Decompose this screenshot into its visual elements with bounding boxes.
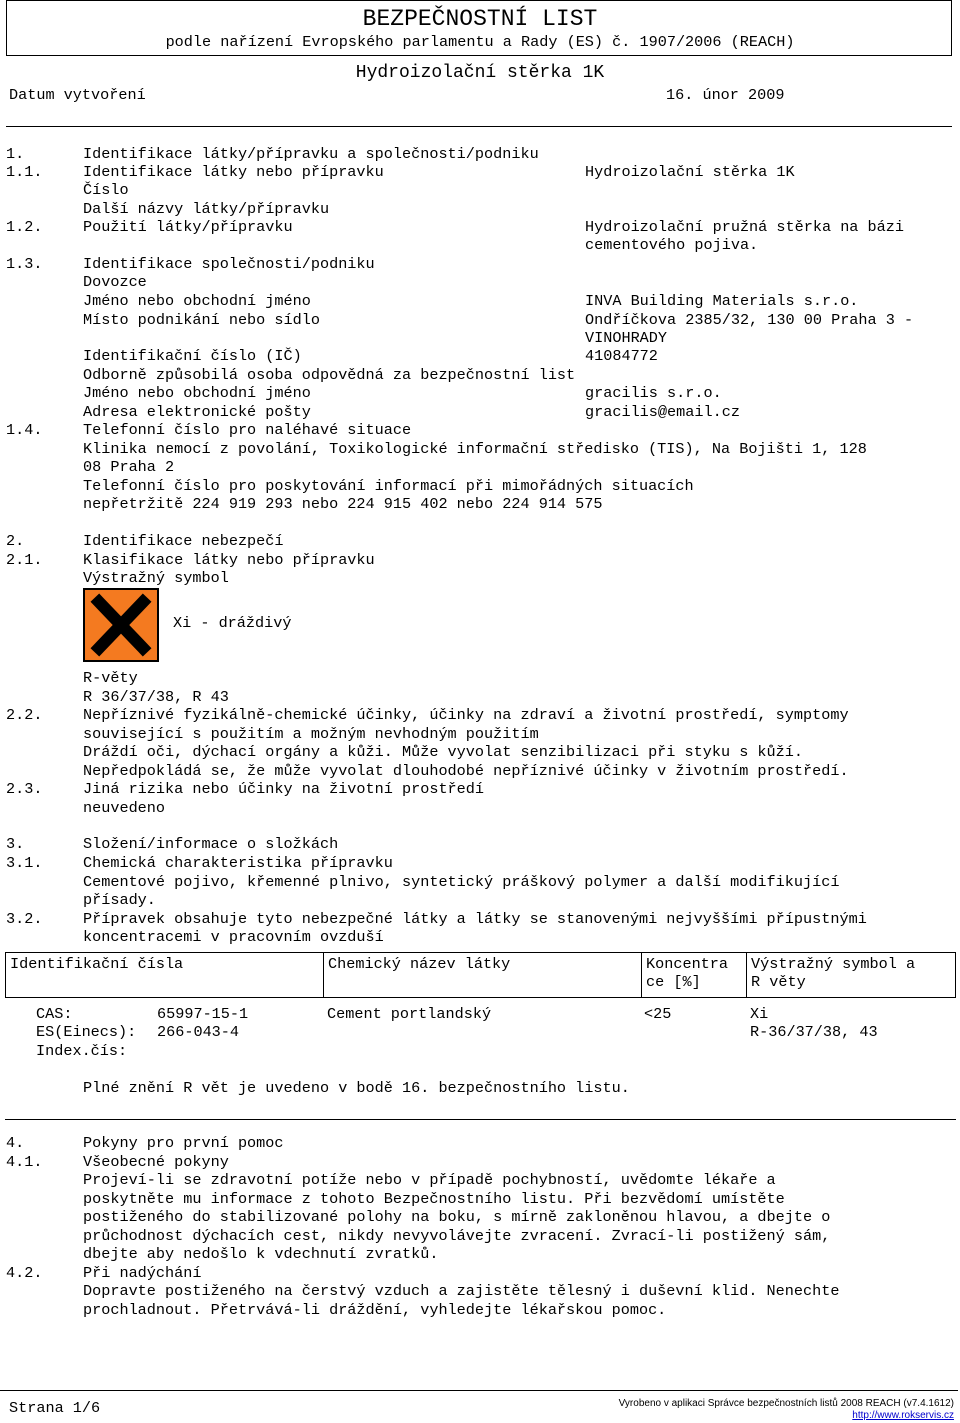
- cas-value: 65997-15-1: [157, 1005, 249, 1023]
- r-phrases-note: Plné znění R vět je uvedeno v bodě 16. bezpečnostního listu.: [83, 1079, 630, 1097]
- r-phrases-value: R 36/37/38, R 43: [83, 688, 229, 706]
- hazardous-substances-table-header: [5, 952, 956, 998]
- substance-concentration: <25: [644, 1005, 672, 1023]
- ic-label: Identifikační číslo (IČ): [83, 347, 302, 365]
- substance-r-phrases: R-36/37/38, 43: [750, 1023, 878, 1041]
- s3-title: Složení/informace o složkách: [83, 835, 339, 853]
- col-conc-header: Koncentra ce [%]: [642, 953, 747, 998]
- responsible-person-title: Odborně způsobilá osoba odpovědná za bezpečnostní list: [83, 366, 576, 384]
- s41-title: Všeobecné pokyny: [83, 1153, 229, 1171]
- s32-num: 3.2.: [6, 910, 43, 928]
- clinic-line1: Klinika nemocí z povolání, Toxikologické informační středisko (TIS), Na Bojišti 1, 128: [83, 440, 867, 458]
- emergency-phone-value: nepřetržitě 224 919 293 nebo 224 915 402 nebo 224 914 575: [83, 495, 603, 513]
- col-ids-header: Identifikační čísla: [6, 953, 324, 998]
- s22-text-line1: Dráždí oči, dýchací orgány a kůži. Může vyvolat senzibilizaci při styku s kůží.: [83, 743, 804, 761]
- cas-label: CAS:: [36, 1005, 73, 1023]
- s4-title: Pokyny pro první pomoc: [83, 1134, 284, 1152]
- s32-title-line2: koncentracemi v pracovním ovzduší: [83, 928, 384, 946]
- s31-text-line2: přísady.: [83, 891, 156, 909]
- company-name-value: INVA Building Materials s.r.o.: [585, 292, 859, 310]
- address-label: Místo podnikání nebo sídlo: [83, 311, 320, 329]
- index-label: Index.čís:: [36, 1042, 128, 1060]
- s12-num: 1.2.: [6, 218, 43, 236]
- s2-num: 2.: [6, 532, 25, 550]
- s41-line4: průchodnost dýchacích cest, nikdy nevyvolávejte zvracení. Zvrací-li postižený sám,: [83, 1227, 831, 1245]
- product-name: Hydroizolační stěrka 1K: [355, 63, 605, 83]
- responsible-name-label: Jméno nebo obchodní jméno: [83, 384, 311, 402]
- dovozce-label: Dovozce: [83, 273, 147, 291]
- s41-line5: dbejte aby nedošlo k vdechnutí zvratků.: [83, 1245, 439, 1263]
- s1-title: Identifikace látky/přípravku a společnosti/podniku: [83, 145, 539, 163]
- s31-title: Chemická charakteristika přípravku: [83, 854, 393, 872]
- s22-text-line2: Nepředpokládá se, že může vyvolat dlouhodobé nepříznivé účinky v životním prostředí.: [83, 762, 849, 780]
- responsible-name-value: gracilis s.r.o.: [585, 384, 722, 402]
- cislo-label: Číslo: [83, 181, 129, 199]
- s11-num: 1.1.: [6, 163, 43, 181]
- s2-title: Identifikace nebezpečí: [83, 532, 284, 550]
- es-value: 266-043-4: [157, 1023, 240, 1041]
- header-divider: [6, 126, 952, 127]
- es-label: ES(Einecs):: [36, 1023, 137, 1041]
- substance-name: Cement portlandský: [327, 1005, 492, 1023]
- s11-value: Hydroizolační stěrka 1K: [585, 163, 795, 181]
- col-symbol-header: Výstražný symbol a R věty: [747, 953, 956, 998]
- s12-value-line1: Hydroizolační pružná stěrka na bázi: [585, 218, 904, 236]
- company-name-label: Jméno nebo obchodní jméno: [83, 292, 311, 310]
- s22-title-line2: související s použitím a možným nevhodným použitím: [83, 725, 539, 743]
- generator-url-link[interactable]: http://www.rokservis.cz: [852, 1410, 954, 1421]
- s23-text: neuvedeno: [83, 799, 166, 817]
- s41-line1: Projeví-li se zdravotní potíže nebo v případě pochybností, uvědomte lékaře a: [83, 1171, 776, 1189]
- s11-title: Identifikace látky nebo přípravku: [83, 163, 384, 181]
- footer-divider: [0, 1390, 958, 1391]
- document-subtitle: podle nařízení Evropského parlamentu a Rady (ES) č. 1907/2006 (REACH): [165, 33, 795, 51]
- col-name-header: Chemický název látky: [324, 953, 642, 998]
- s42-line1: Dopravte postiženého na čerstvý vzduch a zajistěte tělesný i duševní klid. Nenechte: [83, 1282, 840, 1300]
- s21-num: 2.1.: [6, 551, 43, 569]
- hazard-symbol-title: Výstražný symbol: [83, 569, 229, 587]
- s31-text-line1: Cementové pojivo, křemenné plnivo, syntetický práškový polymer a další modifikující: [83, 873, 840, 891]
- s4-num: 4.: [6, 1134, 25, 1152]
- s23-title: Jiná rizika nebo účinky na životní prostředí: [83, 780, 485, 798]
- substance-symbol: Xi: [750, 1005, 769, 1023]
- s41-line2: poskytněte mu informace z tohoto Bezpečnostního listu. Při bezvědomí umístěte: [83, 1190, 785, 1208]
- s12-title: Použití látky/přípravku: [83, 218, 293, 236]
- s22-num: 2.2.: [6, 706, 43, 724]
- s14-num: 1.4.: [6, 421, 43, 439]
- email-value[interactable]: gracilis@email.cz: [585, 403, 740, 421]
- xi-hazard-icon: [83, 588, 159, 662]
- s12-value-line2: cementového pojiva.: [585, 236, 759, 254]
- s3-num: 3.: [6, 835, 25, 853]
- s41-line3: postiženého do stabilizované polohy na boku, s mírně zakloněnou hlavou, a dbejte o: [83, 1208, 831, 1226]
- s42-line2: prochladnout. Přetrvává-li dráždění, vyhledejte lékařskou pomoc.: [83, 1301, 667, 1319]
- clinic-line2: 08 Praha 2: [83, 458, 175, 476]
- r-phrases-title: R-věty: [83, 669, 138, 687]
- document-title: BEZPEČNOSTNÍ LIST: [362, 6, 598, 32]
- s32-title-line1: Přípravek obsahuje tyto nebezpečné látky a látky se stanovenými nejvyššími přípustnými: [83, 910, 867, 928]
- email-label: Adresa elektronické pošty: [83, 403, 311, 421]
- address-value-line2: VINOHRADY: [585, 329, 668, 347]
- address-value-line1: Ondříčkova 2385/32, 130 00 Praha 3 -: [585, 311, 914, 329]
- hazard-symbol-label: Xi - dráždivý: [173, 614, 292, 632]
- date-value: 16. únor 2009: [666, 86, 785, 104]
- date-label: Datum vytvoření: [9, 86, 146, 104]
- s23-num: 2.3.: [6, 780, 43, 798]
- s13-num: 1.3.: [6, 255, 43, 273]
- s31-num: 3.1.: [6, 854, 43, 872]
- s41-num: 4.1.: [6, 1153, 43, 1171]
- s1-num: 1.: [6, 145, 25, 163]
- dalsi-nazvy-label: Další názvy látky/přípravku: [83, 200, 330, 218]
- s14-title: Telefonní číslo pro naléhavé situace: [83, 421, 412, 439]
- page-number: Strana 1/6: [9, 1399, 101, 1417]
- s13-title: Identifikace společnosti/podniku: [83, 255, 375, 273]
- section3-divider: [5, 1119, 956, 1120]
- s21-title: Klasifikace látky nebo přípravku: [83, 551, 375, 569]
- emergency-phone-title: Telefonní číslo pro poskytování informací při mimořádných situacích: [83, 477, 694, 495]
- s42-title: Při nadýchání: [83, 1264, 202, 1282]
- s42-num: 4.2.: [6, 1264, 43, 1282]
- ic-value: 41084772: [585, 347, 658, 365]
- s22-title-line1: Nepříznivé fyzikálně-chemické účinky, účinky na zdraví a životní prostředí, symptomy: [83, 706, 849, 724]
- generator-note: Vyrobeno v aplikaci Správce bezpečnostních listů 2008 REACH (v7.4.1612): [618, 1398, 954, 1409]
